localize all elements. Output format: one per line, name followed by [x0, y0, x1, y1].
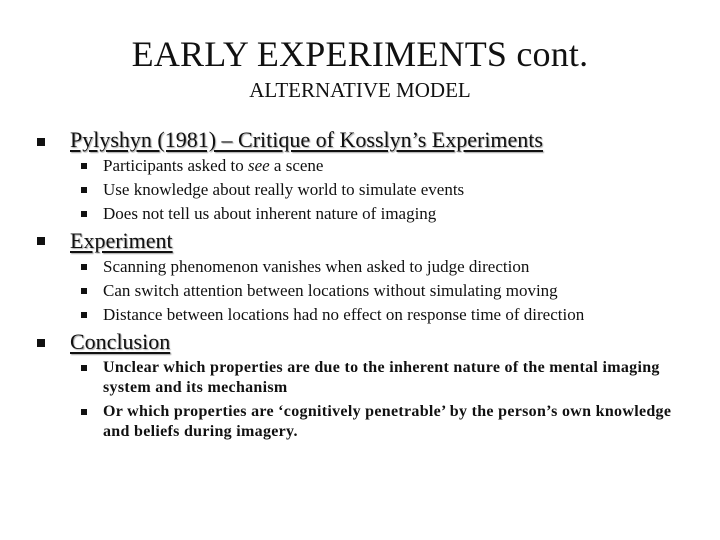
list-item: Use knowledge about really world to simulate events: [103, 180, 465, 199]
square-bullet-icon: [81, 163, 87, 169]
square-bullet-icon: [81, 312, 87, 318]
square-bullet-icon: [81, 264, 87, 270]
list-item: [103, 154, 323, 178]
square-bullet-icon: [81, 365, 87, 371]
square-bullet-icon: [37, 237, 45, 245]
list-item: Or which properties are ‘cognitively penetrable’ by the person’s own knowledge and beliefs during imagery.: [103, 403, 672, 440]
list-item-text: Participants asked to: [103, 156, 248, 175]
list-item-text: a scene: [269, 156, 324, 175]
list-item: Can switch attention between locations without simulating moving: [103, 281, 558, 300]
list-item: Distance between locations had no effect on response time of direction: [103, 305, 585, 324]
square-bullet-icon: [81, 288, 87, 294]
section-heading-conclusion: Conclusion: [70, 329, 171, 354]
list-item: Unclear which properties are due to the inherent nature of the mental imaging system and its mechanism: [103, 359, 660, 396]
square-bullet-icon: [37, 138, 45, 146]
square-bullet-icon: [37, 339, 45, 347]
square-bullet-icon: [81, 409, 87, 415]
section-heading-experiment: Experiment: [70, 228, 173, 253]
square-bullet-icon: [81, 187, 87, 193]
list-item: Scanning phenomenon vanishes when asked to judge direction: [103, 257, 530, 276]
emphasis-text: see: [247, 156, 270, 175]
list-item: Does not tell us about inherent nature of imaging: [103, 204, 437, 223]
square-bullet-icon: [81, 211, 87, 217]
slide-subtitle: ALTERNATIVE MODEL: [249, 78, 471, 102]
section-heading-pylyshyn: Pylyshyn (1981) – Critique of Kosslyn’s Experiments: [70, 127, 543, 152]
slide-title: EARLY EXPERIMENTS cont.: [131, 34, 589, 74]
